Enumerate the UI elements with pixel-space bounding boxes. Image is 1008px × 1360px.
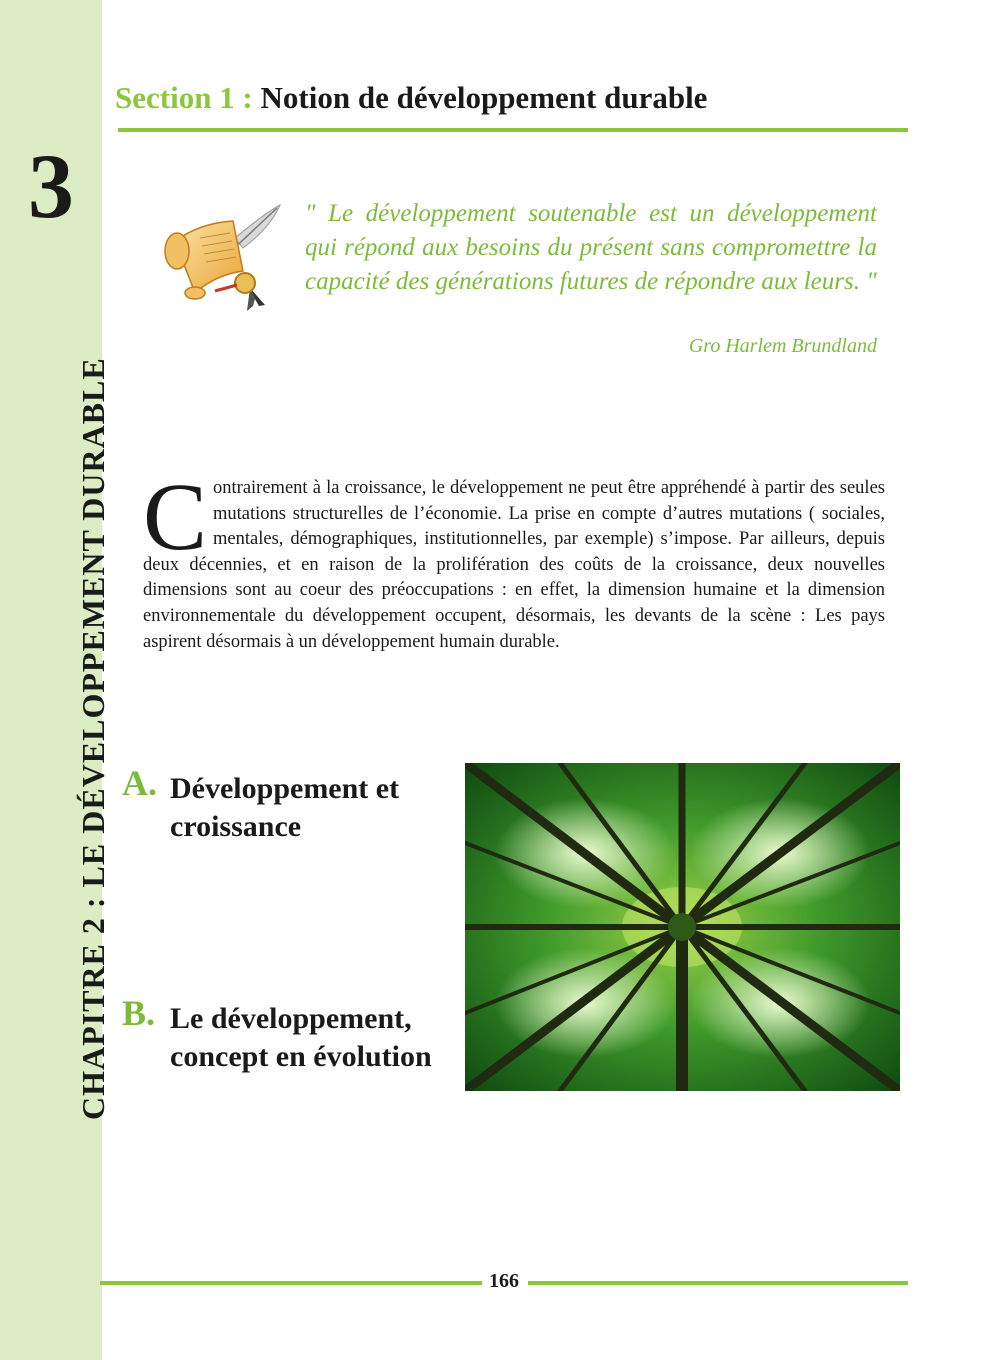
section-label: Section 1 : <box>115 80 253 115</box>
paragraph-text: ontrairement à la croissance, le développement ne peut être appréhendé à partir des seules mutations structurelles de l’économie. La prise en compte d’autres mutations ( sociales, mentales, démographiques, institutionnelles, par exemple) s’impose. Par ailleurs, depuis deux décennies, et en raison de la prolifération des coûts de la croissance, deux nouvelles dimensions sont au coeur des préoccupations : en effet, la dimension humaine et la dimension environnementale du développement occupent, désormais, les devants de la scène : Les pays aspirent désormais à un développement humain durable. <box>143 478 885 652</box>
forest-canopy-photo <box>465 763 900 1091</box>
footer-rule-right <box>528 1281 908 1285</box>
chapter-sidebar <box>0 0 111 1360</box>
chapter-title: CHAPITRE 2 : LE DÉVELOPPEMENT DURABLE <box>75 357 111 1120</box>
item-letter: B. <box>122 993 156 1033</box>
section-heading <box>115 80 707 116</box>
footer-rule-left <box>100 1281 482 1285</box>
dropcap-letter: C <box>143 463 208 570</box>
quote-text: " Le développement soutenable est un développement qui répond aux besoins du présent sans compromettre la capacité des générations futures de répondre aux leurs. " <box>305 200 877 295</box>
item-title: Le développement, concept en évolution <box>170 1002 432 1073</box>
item-letter: A. <box>122 763 157 803</box>
page-number: 166 <box>489 1270 519 1292</box>
chapter-number: 3 <box>28 135 74 237</box>
scroll-with-quill-icon <box>155 193 290 328</box>
section-divider <box>118 128 908 132</box>
intro-paragraph <box>143 463 885 655</box>
quote-author: Gro Harlem Brundland <box>688 335 877 357</box>
section-title: Notion de développement durable <box>260 80 708 115</box>
item-title: Développement et croissance <box>170 772 400 843</box>
